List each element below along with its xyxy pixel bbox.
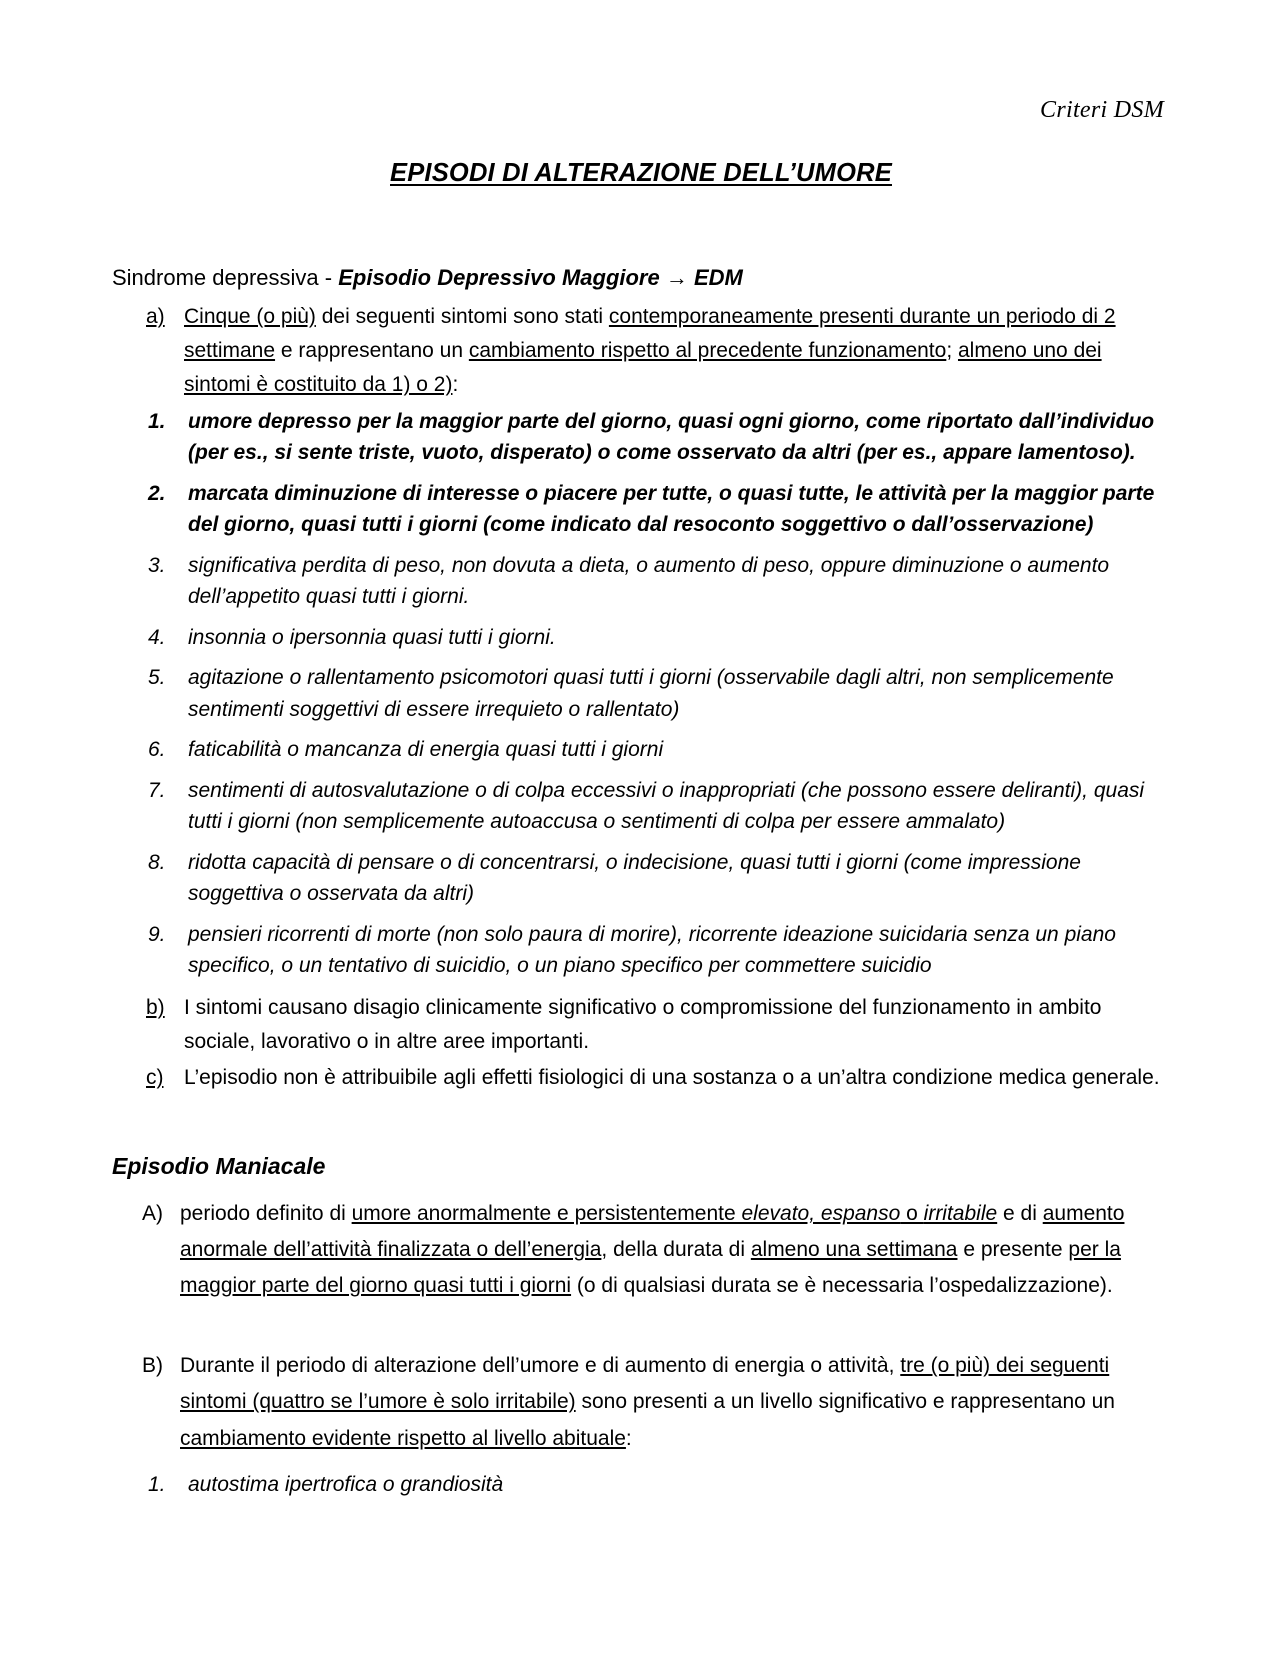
- symptom-text: ridotta capacità di pensare o di concentrarsi, o indecisione, quasi tutti i giorni (come impressione soggettiva o osservata da altri): [188, 850, 1081, 906]
- symptom-marker: 2.: [148, 481, 166, 505]
- section-spacer: [112, 1304, 1170, 1348]
- criterion-text: periodo definito di umore anormalmente e persistentemente elevato, espanso o irritabile e di aumento anormale dell’attività finalizzata o dell’energia, della durata di almeno una settimana e presente per la maggior parte del giorno quasi tutti i giorni (o di qualsiasi durata se è necessaria l’ospedalizzazione).: [180, 1202, 1125, 1298]
- symptom-marker: 7.: [148, 778, 166, 802]
- depressive-symptom-list: [112, 406, 1170, 982]
- criterion-a: [112, 300, 1170, 402]
- symptom-item: [112, 478, 1170, 541]
- symptom-marker: 3.: [148, 553, 166, 577]
- symptom-text: marcata diminuzione di interesse o piacere per tutte, o quasi tutte, le attività per la maggior parte del giorno, quasi tutti i giorni (come indicato dal resoconto soggettivo o dall’osservazione): [188, 481, 1155, 537]
- symptom-item: [112, 734, 1170, 766]
- symptom-item: [112, 662, 1170, 725]
- symptom-text: insonnia o ipersonnia quasi tutti i giorni.: [188, 625, 556, 649]
- symptom-marker: 6.: [148, 738, 166, 762]
- manic-criteria-list: [112, 1196, 1170, 1304]
- symptom-text: autostima ipertrofica o grandiosità: [188, 1472, 504, 1496]
- criterion-marker: a): [146, 304, 165, 328]
- symptom-marker: 4.: [148, 625, 166, 649]
- manic-criteria-list-cont: [112, 1348, 1170, 1456]
- lead-emphasis-text: Episodio Depressivo Maggiore → EDM: [338, 264, 743, 290]
- depressive-criteria-list: [112, 300, 1170, 402]
- manic-criterion-a: [112, 1196, 1170, 1304]
- manic-episode-heading: Episodio Maniacale: [112, 1153, 326, 1179]
- symptom-text: sentimenti di autosvalutazione o di colpa eccessivi o inappropriati (che possono essere deliranti), quasi tutti i giorni (non semplicemente autoaccusa o sentimenti di colpa per essere ammalato): [188, 778, 1145, 834]
- manic-symptom-list: [112, 1469, 1170, 1501]
- criterion-text: I sintomi causano disagio clinicamente significativo o compromissione del funzionamento in ambito sociale, lavorativo o in altre aree importanti.: [184, 995, 1102, 1053]
- symptom-item: [112, 406, 1170, 469]
- symptom-item: [112, 622, 1170, 654]
- criterion-marker: b): [146, 995, 165, 1019]
- depressive-criteria-list-cont: [112, 991, 1170, 1095]
- lead-plain-text: Sindrome depressiva -: [112, 264, 339, 290]
- symptom-text: significativa perdita di peso, non dovuta a dieta, o aumento di peso, oppure diminuzione o aumento dell’appetito quasi tutti i giorni.: [188, 553, 1110, 609]
- page-header: Criteri DSM: [1040, 97, 1164, 123]
- symptom-item: [112, 1469, 1170, 1501]
- symptom-item: [112, 775, 1170, 838]
- criterion-c: [112, 1061, 1170, 1095]
- criterion-marker: c): [146, 1065, 164, 1089]
- manic-criterion-b: [112, 1348, 1170, 1456]
- page-title: EPISODI DI ALTERAZIONE DELL’UMORE: [390, 158, 892, 187]
- symptom-item: [112, 550, 1170, 613]
- criterion-text: Cinque (o più) dei seguenti sintomi sono stati contemporaneamente presenti durante un periodo di 2 settimane e rappresentano un cambiamento rispetto al precedente funzionamento; almeno uno dei sintomi è costituito da 1) o 2):: [184, 304, 1116, 396]
- criterion-marker: B): [142, 1354, 163, 1378]
- symptom-text: agitazione o rallentamento psicomotori quasi tutti i giorni (osservabile dagli altri, non semplicemente sentimenti soggettivi di essere irrequieto o rallentato): [188, 666, 1114, 721]
- symptom-marker: 5.: [148, 666, 166, 690]
- symptom-marker: 8.: [148, 850, 166, 874]
- symptom-text: pensieri ricorrenti di morte (non solo paura di morire), ricorrente ideazione suicidaria senza un piano specifico, o un tentativo di suicidio, o un piano specifico per commettere suicidio: [188, 922, 1116, 978]
- symptom-text: umore depresso per la maggior parte del giorno, quasi ogni giorno, come riportato dall’individuo (per es., si sente triste, vuoto, disperato) o come osservato da altri (per es., appare lamentoso).: [188, 409, 1155, 465]
- symptom-text: faticabilità o mancanza di energia quasi tutti i giorni: [188, 738, 664, 762]
- criterion-marker: A): [142, 1202, 163, 1225]
- symptom-marker: 1.: [148, 1472, 166, 1496]
- symptom-item: [112, 847, 1170, 910]
- symptom-item: [112, 919, 1170, 982]
- criterion-b: [112, 991, 1170, 1059]
- depressive-syndrome-lead: [112, 262, 1170, 294]
- criterion-text: Durante il periodo di alterazione dell’umore e di aumento di energia o attività, tre (o più) dei seguenti sintomi (quattro se l’umore è solo irritabile) sono presenti a un livello significativo e rappresentano un cambiamento evidente rispetto al livello abituale:: [180, 1354, 1115, 1450]
- criterion-text: L’episodio non è attribuibile agli effetti fisiologici di una sostanza o a un’altra condizione medica generale.: [184, 1065, 1160, 1089]
- symptom-marker: 1.: [148, 409, 166, 433]
- symptom-marker: 9.: [148, 922, 166, 946]
